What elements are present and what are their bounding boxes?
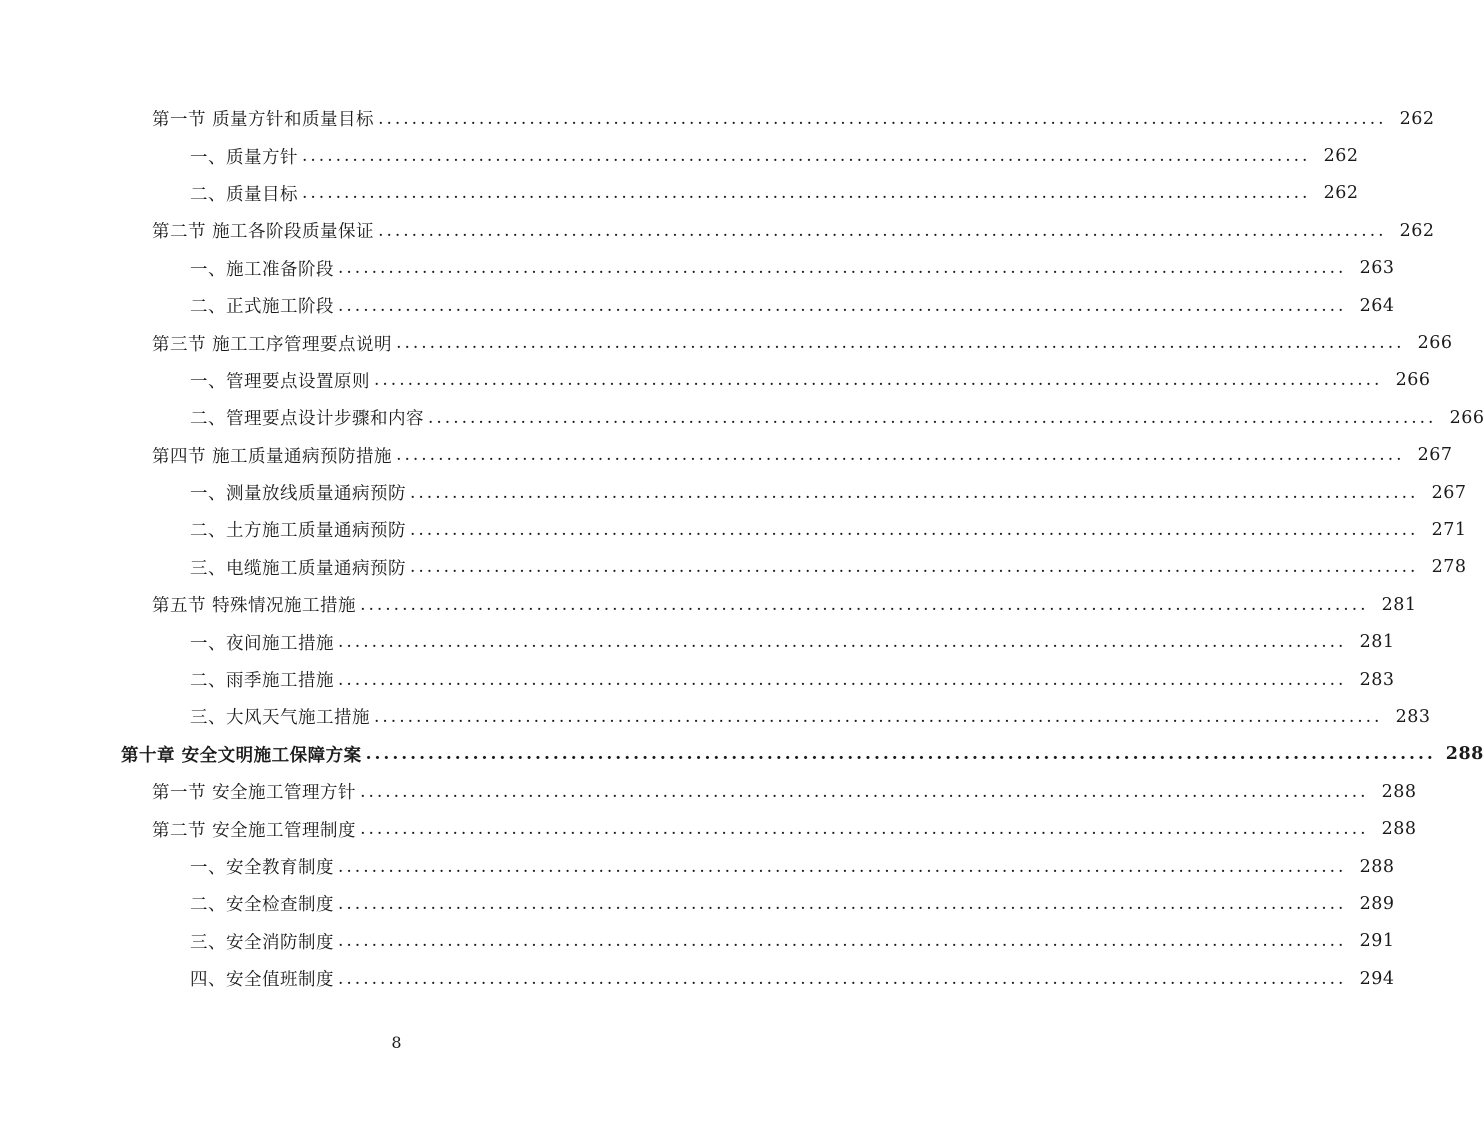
toc-subsection-entry[interactable]: [0, 362, 1431, 399]
dot-leader: ........................................................................................................................: [338, 893, 1347, 914]
toc-subsection-entry[interactable]: [0, 511, 1467, 548]
table-of-contents: [0, 100, 1484, 997]
toc-entry-page: 288: [1359, 856, 1395, 877]
toc-entry-title: 一、安全教育制度: [190, 858, 334, 878]
toc-entry-title: 一、施工准备阶段: [190, 259, 334, 280]
toc-subsection-entry[interactable]: [0, 698, 1431, 735]
toc-entry-title: 一、质量方针: [190, 147, 298, 168]
toc-subsection-entry[interactable]: [0, 661, 1395, 698]
toc-chapter-entry[interactable]: [0, 736, 1484, 773]
toc-entry-page: 289: [1359, 893, 1395, 914]
toc-entry-page: 266: [1449, 407, 1484, 428]
dot-leader: ........................................................................................................................: [374, 370, 1383, 391]
toc-entry-title: 二、管理要点设计步骤和内容: [190, 409, 424, 430]
toc-subsection-entry[interactable]: [0, 175, 1359, 212]
toc-entry-page: 288: [1445, 744, 1484, 765]
toc-entry-title: 第三节 施工工序管理要点说明: [152, 334, 393, 355]
dot-leader: ........................................................................................................................: [410, 519, 1419, 540]
toc-subsection-entry[interactable]: [0, 923, 1395, 960]
toc-entry-page: 267: [1417, 445, 1453, 466]
toc-section-entry[interactable]: [0, 324, 1453, 361]
toc-subsection-entry[interactable]: [0, 137, 1359, 174]
toc-entry-title: 第四节 施工质量通病预防措施: [152, 446, 393, 467]
dot-leader: ........................................................................................................................: [428, 407, 1437, 428]
toc-entry-title: 第十章 安全文明施工保障方案: [121, 745, 362, 766]
toc-entry-title: 二、正式施工阶段: [190, 297, 334, 318]
toc-subsection-entry[interactable]: [0, 399, 1484, 436]
toc-section-entry[interactable]: [0, 437, 1453, 474]
toc-entry-title: 四、安全值班制度: [190, 970, 334, 991]
dot-leader: ........................................................................................................................: [338, 632, 1347, 653]
toc-entry-page: 283: [1359, 669, 1395, 690]
toc-subsection-entry[interactable]: [0, 250, 1395, 287]
toc-entry-page: 262: [1399, 108, 1435, 129]
toc-entry-page: 278: [1431, 557, 1467, 578]
toc-section-entry[interactable]: [0, 212, 1435, 249]
toc-entry-page: 271: [1431, 519, 1467, 540]
dot-leader: ........................................................................................................................: [360, 594, 1369, 615]
dot-leader: ........................................................................................................................: [396, 445, 1405, 466]
toc-entry-title: 第一节 安全施工管理方针: [152, 783, 357, 804]
toc-entry-title: 三、大风天气施工措施: [190, 708, 370, 729]
toc-entry-page: 283: [1395, 706, 1431, 727]
toc-entry-page: 263: [1359, 258, 1395, 279]
toc-entry-page: 291: [1359, 931, 1395, 952]
dot-leader: ........................................................................................................................: [360, 781, 1369, 802]
toc-entry-page: 288: [1381, 819, 1417, 840]
toc-subsection-entry[interactable]: [0, 848, 1395, 885]
toc-entry-title: 二、质量目标: [190, 184, 298, 205]
toc-subsection-entry[interactable]: [0, 885, 1395, 922]
dot-leader: ........................................................................................................................: [378, 220, 1387, 241]
toc-entry-page: 262: [1323, 146, 1359, 167]
toc-section-entry[interactable]: [0, 100, 1435, 137]
toc-entry-page: 262: [1323, 183, 1359, 204]
toc-entry-page: 288: [1381, 781, 1417, 802]
toc-entry-title: 三、电缆施工质量通病预防: [190, 558, 406, 579]
toc-section-entry[interactable]: [0, 773, 1417, 810]
toc-entry-title: 二、安全检查制度: [190, 895, 334, 916]
toc-entry-title: 一、管理要点设置原则: [190, 371, 370, 392]
toc-entry-title: 一、夜间施工措施: [190, 633, 334, 654]
dot-leader: ........................................................................................................................: [338, 856, 1347, 877]
toc-entry-title: 三、安全消防制度: [190, 932, 334, 953]
dot-leader: ........................................................................................................................: [374, 706, 1383, 727]
dot-leader: ........................................................................................................................: [365, 744, 1436, 765]
toc-subsection-entry[interactable]: [0, 960, 1395, 997]
toc-subsection-entry[interactable]: [0, 474, 1467, 511]
dot-leader: ........................................................................................................................: [410, 482, 1419, 503]
toc-entry-title: 第二节 施工各阶段质量保证: [152, 222, 375, 243]
toc-entry-title: 二、雨季施工措施: [190, 671, 334, 692]
toc-subsection-entry[interactable]: [0, 549, 1467, 586]
dot-leader: ........................................................................................................................: [338, 968, 1347, 989]
dot-leader: ........................................................................................................................: [410, 557, 1419, 578]
dot-leader: ........................................................................................................................: [378, 108, 1387, 129]
toc-section-entry[interactable]: [0, 810, 1417, 847]
toc-entry-page: 294: [1359, 968, 1395, 989]
toc-entry-title: 一、测量放线质量通病预防: [190, 484, 406, 505]
dot-leader: ........................................................................................................................: [302, 183, 1311, 204]
dot-leader: ........................................................................................................................: [338, 258, 1347, 279]
dot-leader: ........................................................................................................................: [338, 669, 1347, 690]
toc-entry-page: 281: [1359, 632, 1395, 653]
page-number: 8: [391, 1033, 402, 1052]
toc-entry-title: 第五节 特殊情况施工措施: [152, 596, 357, 617]
toc-entry-page: 267: [1431, 482, 1467, 503]
dot-leader: ........................................................................................................................: [360, 819, 1369, 840]
dot-leader: ........................................................................................................................: [338, 295, 1347, 316]
toc-entry-page: 281: [1381, 594, 1417, 615]
dot-leader: ........................................................................................................................: [338, 931, 1347, 952]
toc-entry-page: 266: [1395, 370, 1431, 391]
toc-entry-title: 二、土方施工质量通病预防: [190, 521, 406, 542]
toc-entry-title: 第一节 质量方针和质量目标: [152, 110, 375, 131]
toc-entry-page: 266: [1417, 333, 1453, 354]
toc-subsection-entry[interactable]: [0, 287, 1395, 324]
toc-entry-title: 第二节 安全施工管理制度: [152, 820, 357, 841]
dot-leader: ........................................................................................................................: [302, 146, 1311, 167]
toc-subsection-entry[interactable]: [0, 623, 1395, 660]
toc-entry-page: 262: [1399, 220, 1435, 241]
toc-entry-page: 264: [1359, 295, 1395, 316]
toc-section-entry[interactable]: [0, 586, 1417, 623]
dot-leader: ........................................................................................................................: [396, 333, 1405, 354]
